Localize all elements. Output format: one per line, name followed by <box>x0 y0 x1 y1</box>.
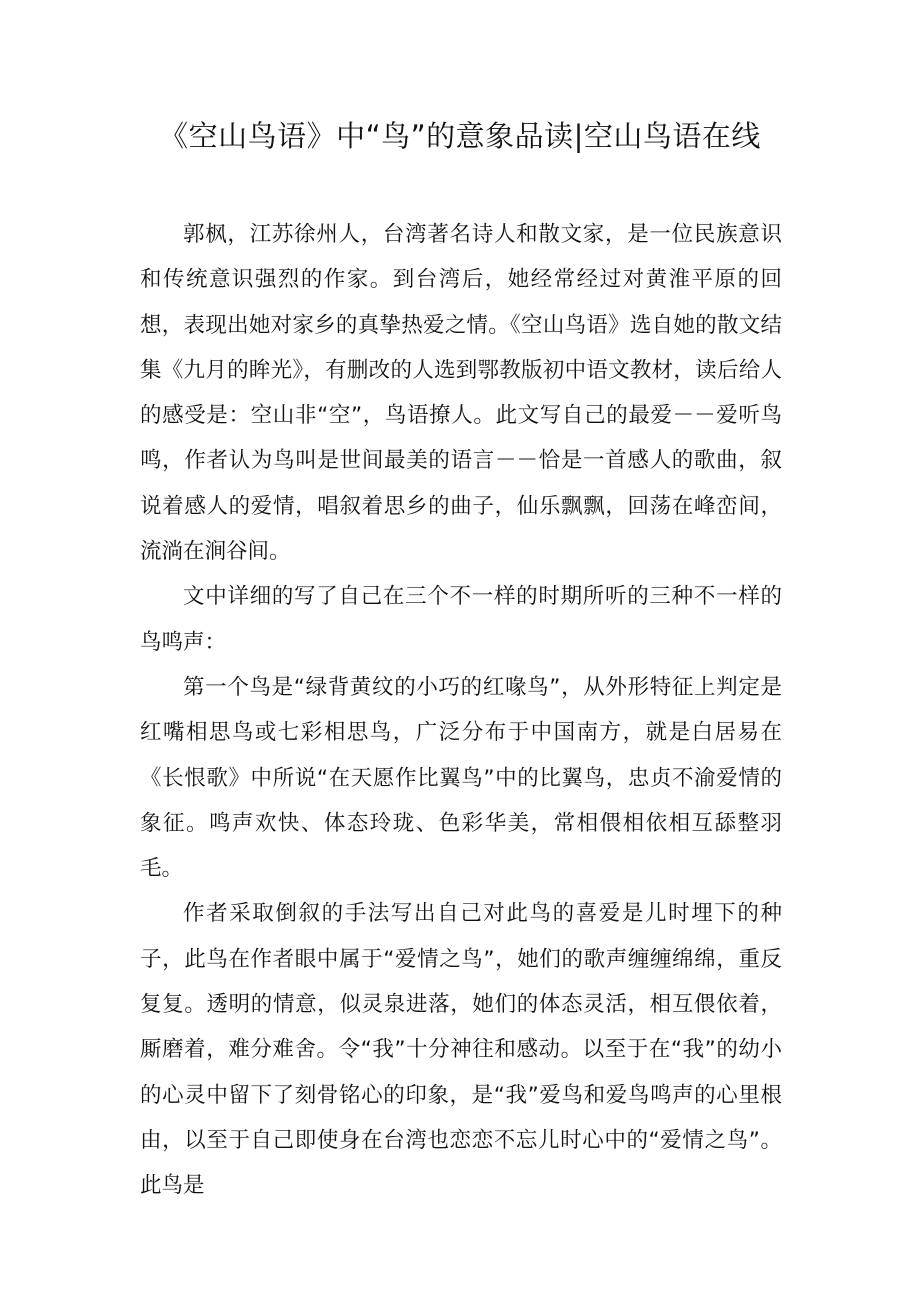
paragraph: 郭枫，江苏徐州人，台湾著名诗人和散文家，是一位民族意识和传统意识强烈的作家。到台湾后，她经常经过对黄淮平原的回想，表现出她对家乡的真挚热爱之情。《空山鸟语》选自她的散文结集《九月的眸光》，有删改的人选到鄂教版初中语文教材，读后给人的感受是：空山非“空”，鸟语撩人。此文写自己的最爱－－爱听鸟鸣，作者认为鸟叫是世间最美的语言－－恰是一首感人的歌曲，叙说着感人的爱情，唱叙着思乡的曲子，仙乐飘飘，回荡在峰峦间，流淌在涧谷间。 <box>140 222 782 565</box>
paragraph: 作者采取倒叙的手法写出自己对此鸟的喜爱是儿时埋下的种子，此鸟在作者眼中属于“爱情之鸟”，她们的歌声缠缠绵绵，重反复复。透明的情意，似灵泉进落，她们的体态灵活，相互偎依着，厮磨着，难分难舍。令“我”十分神往和感动。以至于在“我”的幼小的心灵中留下了刻骨铭心的印象，是“我”爱鸟和爱鸟鸣声的心里根由，以至于自己即使身在台湾也恋恋不忘儿时心中的“爱情之鸟”。此鸟是 <box>140 901 782 1199</box>
paragraph: 第一个鸟是“绿背黄纹的小巧的红喙鸟”，从外形特征上判定是红嘴相思鸟或七彩相思鸟，广泛分布于中国南方，就是白居易在《长恨歌》中所说“在天愿作比翼鸟”中的比翼鸟，忠贞不渝爱情的象征。鸣声欢快、体态玲珑、色彩华美，常相偎相依相互舔整羽毛。 <box>140 674 782 882</box>
document-body <box>140 212 782 1209</box>
document-title: 《空山鸟语》中“鸟”的意象品读|空山鸟语在线 <box>159 119 761 153</box>
paragraph: 文中详细的写了自己在三个不一样的时期所听的三种不一样的鸟鸣声： <box>140 584 782 655</box>
